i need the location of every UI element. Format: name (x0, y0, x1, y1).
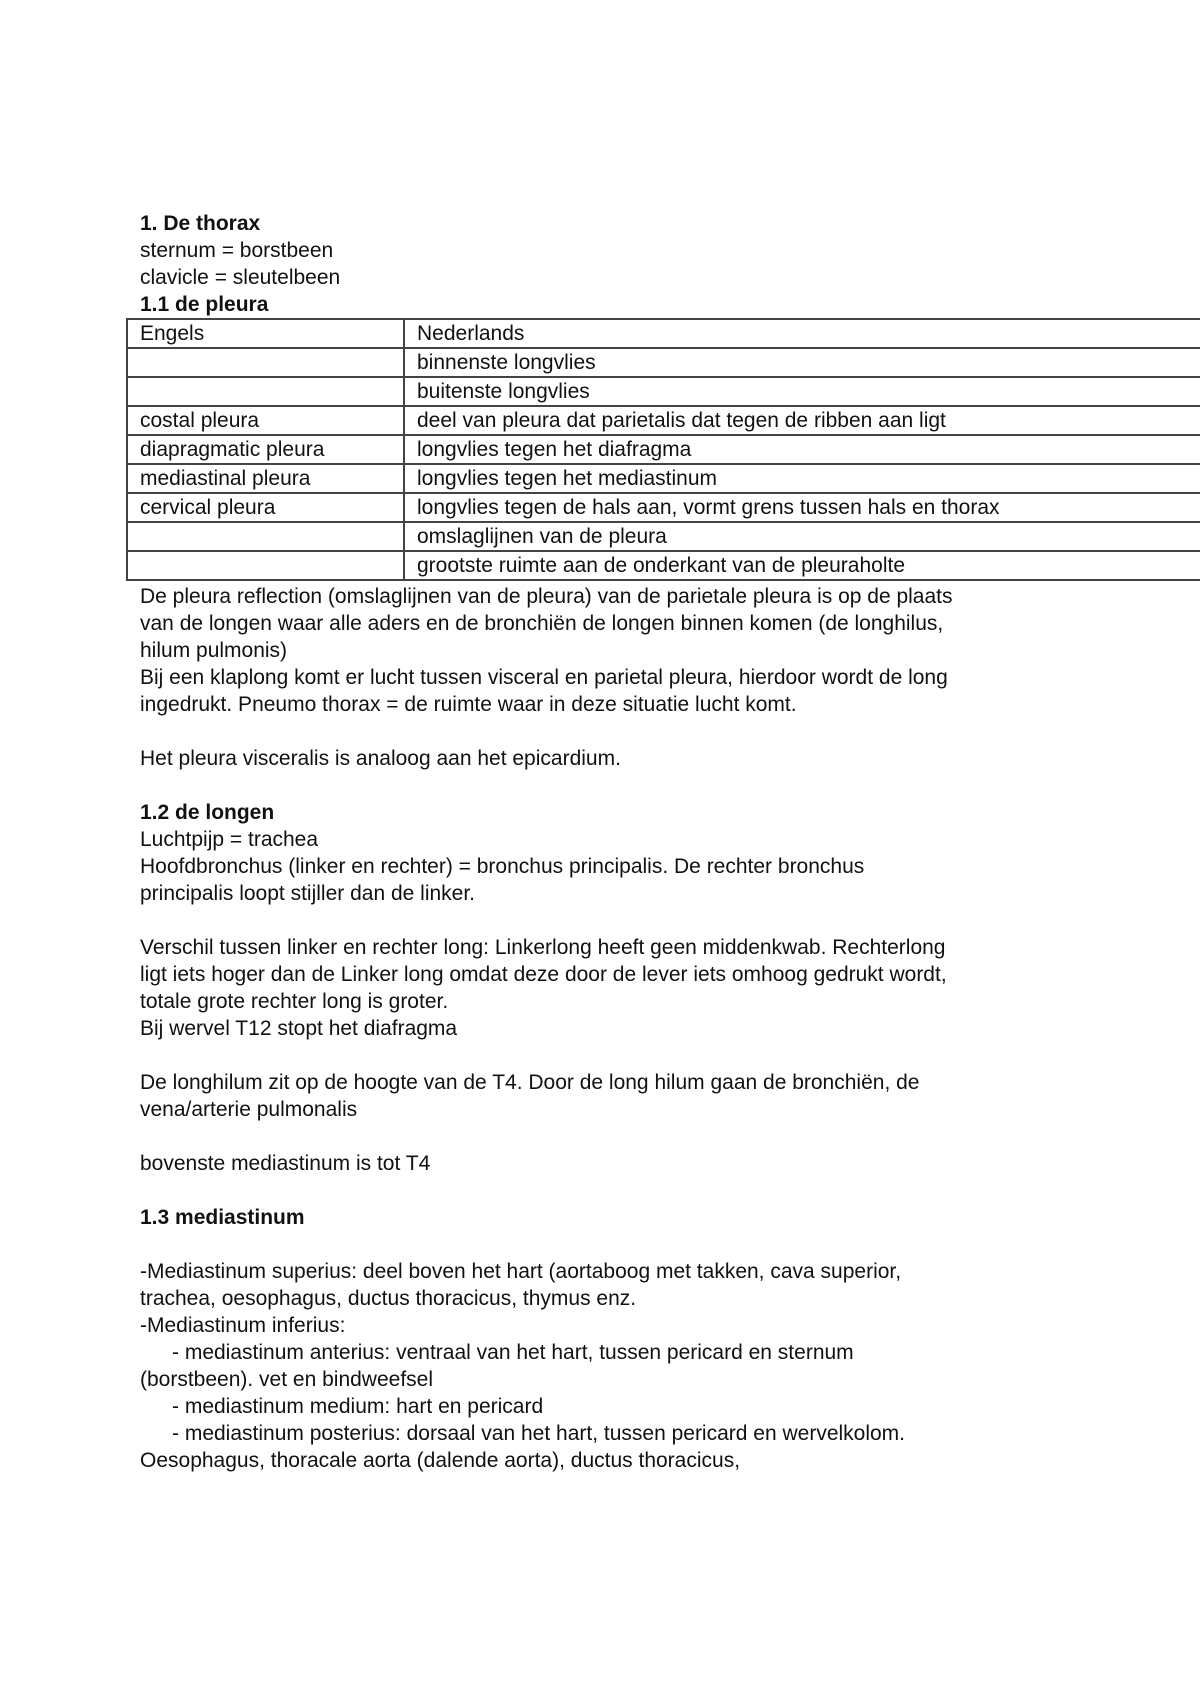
text-line: (borstbeen). vet en bindweefsel (140, 1368, 434, 1391)
text-line: vena/arterie pulmonalis (140, 1098, 358, 1121)
body-text (140, 583, 1200, 1474)
section-heading-longen: 1.2 de longen (140, 801, 275, 824)
pleura-table (126, 318, 1200, 581)
text-line: trachea, oesophagus, ductus thoracicus, thymus enz. (140, 1287, 637, 1310)
table-row (127, 551, 1200, 580)
text-line: van de longen waar alle aders en de bronchiën de longen binnen komen (de longhilus, (140, 612, 944, 635)
text-line: Het pleura visceralis is analoog aan het epicardium. (140, 747, 621, 770)
table-row (127, 464, 1200, 493)
table-cell (127, 348, 404, 377)
table-cell: longvlies tegen het diafragma (404, 435, 1200, 464)
text-line: bovenste mediastinum is tot T4 (140, 1152, 431, 1175)
table-cell (127, 522, 404, 551)
table-row (127, 522, 1200, 551)
table-cell: cervical pleura (127, 493, 404, 522)
table-cell: longvlies tegen het mediastinum (404, 464, 1200, 493)
blank-line (140, 1042, 1200, 1069)
table-cell: buitenste longvlies (404, 377, 1200, 406)
table-cell: binnenste longvlies (404, 348, 1200, 377)
blank-line (140, 1123, 1200, 1150)
text-line: hilum pulmonis) (140, 639, 288, 662)
text-line: -Mediastinum inferius: (140, 1314, 346, 1337)
table-row (127, 493, 1200, 522)
text-line: Bij wervel T12 stopt het diafragma (140, 1017, 458, 1040)
table-cell: longvlies tegen de hals aan, vormt grens tussen hals en thorax (404, 493, 1200, 522)
table-row (127, 377, 1200, 406)
table-row (127, 348, 1200, 377)
text-line: principalis loopt stijller dan de linker. (140, 882, 476, 905)
table-cell: grootste ruimte aan de onderkant van de pleuraholte (404, 551, 1200, 580)
table-cell: diapragmatic pleura (127, 435, 404, 464)
text-line: clavicle = sleutelbeen (140, 266, 341, 289)
text-line: totale grote rechter long is groter. (140, 990, 449, 1013)
section-heading-mediastinum: 1.3 mediastinum (140, 1206, 305, 1229)
blank-line (140, 1231, 1200, 1258)
text-line: De pleura reflection (omslaglijnen van de pleura) van de parietale pleura is op de plaats (140, 585, 953, 608)
list-item: - mediastinum posterius: dorsaal van het hart, tussen pericard en wervelkolom. (172, 1422, 906, 1445)
blank-line (140, 1177, 1200, 1204)
text-line: Bij een klaplong komt er lucht tussen visceral en parietal pleura, hierdoor wordt de long (140, 666, 948, 689)
table-cell: mediastinal pleura (127, 464, 404, 493)
text-line: ligt iets hoger dan de Linker long omdat deze door de lever iets omhoog gedrukt wordt, (140, 963, 947, 986)
table-header-cell: Nederlands (404, 319, 1200, 348)
table-row (127, 406, 1200, 435)
text-line: sternum = borstbeen (140, 239, 334, 262)
text-line: ingedrukt. Pneumo thorax = de ruimte waar in deze situatie lucht komt. (140, 693, 797, 716)
table-cell (127, 377, 404, 406)
blank-line (140, 907, 1200, 934)
blank-line (140, 772, 1200, 799)
table-cell: costal pleura (127, 406, 404, 435)
text-line: Verschil tussen linker en rechter long: Linkerlong heeft geen middenkwab. Rechterlong (140, 936, 946, 959)
table-header-row (127, 319, 1200, 348)
blank-line (140, 718, 1200, 745)
table-cell (127, 551, 404, 580)
text-line: Luchtpijp = trachea (140, 828, 319, 851)
intro-block (140, 210, 1200, 318)
list-item: - mediastinum medium: hart en pericard (172, 1395, 544, 1418)
section-heading-thorax: 1. De thorax (140, 212, 261, 235)
table-header-cell: Engels (127, 319, 404, 348)
text-line: De longhilum zit op de hoogte van de T4. Door de long hilum gaan de bronchiën, de (140, 1071, 920, 1094)
list-item: - mediastinum anterius: ventraal van het hart, tussen pericard en sternum (172, 1341, 854, 1364)
text-line: -Mediastinum superius: deel boven het hart (aortaboog met takken, cava superior, (140, 1260, 902, 1283)
table-row (127, 435, 1200, 464)
text-line: Hoofdbronchus (linker en rechter) = bronchus principalis. De rechter bronchus (140, 855, 865, 878)
table-cell: deel van pleura dat parietalis dat tegen de ribben aan ligt (404, 406, 1200, 435)
table-cell: omslaglijnen van de pleura (404, 522, 1200, 551)
section-heading-pleura: 1.1 de pleura (140, 293, 269, 316)
text-line: Oesophagus, thoracale aorta (dalende aorta), ductus thoracicus, (140, 1449, 741, 1472)
